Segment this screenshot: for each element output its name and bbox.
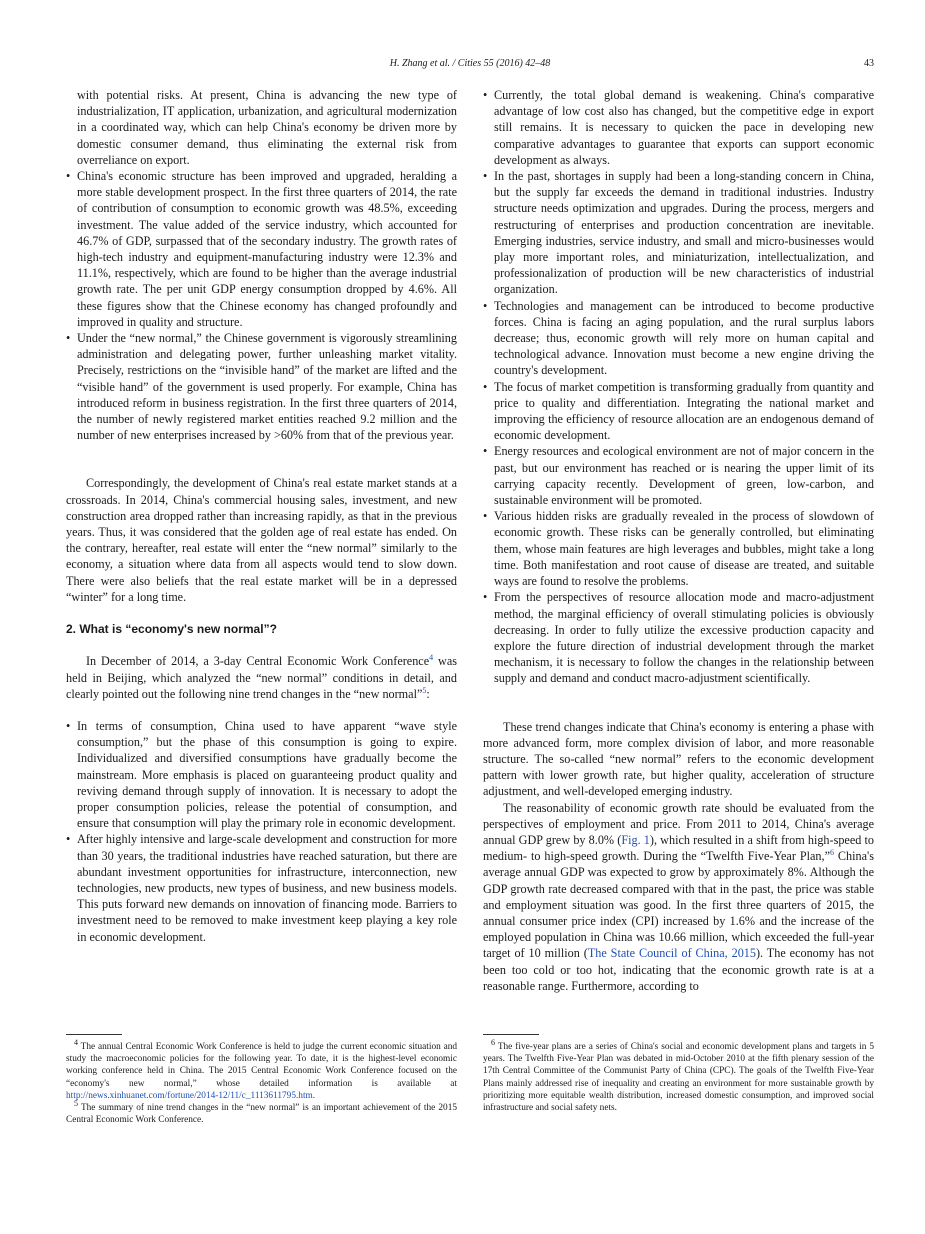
list-item: • Various hidden risks are gradually revealed in the process of slowdown of economic growth. These risks can be generally controlled, but eliminating them, whose main features are high leverages and bubbles, might take a long time. Both manifestation and root cause of disease are treated, and suitable ways are found to resolve the problems. <box>483 508 874 589</box>
list-item: • Under the “new normal,” the Chinese government is vigorously streamlining administration and delegating power, further unleashing market vitality. Precisely, restrictions on the “invisible hand” of the market are lifted and the “visible hand” of the government is used properly. For example, China has introduced reform in business registration. In the first three quarters of 2014, the number of newly registered market entities reached 9.2 million and the number of new enterprises increased by >60% from that of the previous year. <box>66 330 457 443</box>
footnote-ref-5[interactable]: 5 <box>422 685 427 695</box>
footnote-ref-6[interactable]: 6 <box>829 848 834 858</box>
footnotes-left <box>66 1034 457 1126</box>
bullet-list-bottom <box>66 718 457 945</box>
paragraph-real-estate: Correspondingly, the development of China's real estate market stands at a crossroads. In 2014, China's commercial housing sales, investment, and new construction area dropped rather than increasing rapidly, as that in the previous years. Thus, it was considered that the golden age of real estate has ended. On the contrary, hereafter, real estate will enter the “new normal” similarly to the economy, a situation where data from all aspects would tend to slow down. There were also beliefs that the real estate market will be in a depressed “winter” for a long time. <box>66 476 457 604</box>
paragraph-conference: In December of 2014, a 3-day Central Economic Work Conference$^4$ was held in Beijing, which analyzed the “new normal” conditions in detail, and clearly pointed out the following nine trend changes in the “new normal”$^5$: <box>66 653 457 701</box>
footnotes-right <box>483 1034 874 1114</box>
list-item: with potential risks. At present, China is advancing the new type of industrialization, IT application, urbanization, and agricultural modernization in a coordinated way, which can help China's economy be driven more by domestic consumer demand, thus eliminating the external risk from overreliance on export. <box>77 88 457 167</box>
section-heading: 2. What is “economy's new normal”? <box>66 622 277 637</box>
list-item: • Energy resources and ecological environment are not of major concern in the past, but our environment has reached or is nearing the upper limit of its carrying capacity recently. Development of green, low-carbon, and sustainable environment will be promoted. <box>483 443 874 508</box>
list-item: • From the perspectives of resource allocation mode and macro-adjustment method, the marginal efficiency of overall stimulating policies is obviously decreasing. In order to fully utilize the excessive production capacity and explore the future direction of industrial development through the market mechanism, it is necessary to follow the changes in the relationship between supply and demand and conduct macro-adjustment scientifically. <box>483 589 874 686</box>
running-header <box>66 58 874 72</box>
list-item: • Technologies and management can be introduced to become productive forces. China is facing an aging population, and the rural surplus labors decrease; thus, economic growth will rely more on human capital and technological advance. Innovation must become a new engine driving the country's development. <box>483 298 874 379</box>
paragraph-growth: The reasonability of economic growth rate should be evaluated from the perspectives of employment and price. From 2011 to 2014, China's average annual GDP grew by 8.0% (Fig. 1), which resulted in a shift from high-speed to medium- to high-speed growth. During the “Twelfth Five-Year Plan,”$^6$ China's average annual GDP was expected to grow by approximately 8%. Although the GDP growth rate decreased compared with that in the past, the price was stable and employment situation was good. In the first three quarters of 2015, the annual consumer price index (CPI) increased by 1.6% and the increase of the employed population in China was 10.66 million, which exceeded the full-year target of 10 million (The State Council of China, 2015). The economy has not been too cold or too hot, indicating that the economic growth rate is at a reasonable range. Furthermore, according to <box>483 800 874 993</box>
page-number: 43 <box>864 58 874 69</box>
list-item: • In terms of consumption, China used to have apparent “wave style consumption,” but the phase of this consumption is going to expire. Individualized and diversified consumptions have gradually become the mainstream. More emphasis is placed on guaranteeing product quality and reviving demand through supply of innovation. It is necessary to adopt the proper consumption policies, release the potential of consumption, and ensure that consumption will play the primary role in economic development. <box>66 718 457 831</box>
footnote-divider <box>483 1034 539 1035</box>
left-column <box>66 87 457 945</box>
list-item: • In the past, shortages in supply had been a long-standing concern in China, but the supply far exceeds the demand in traditional industries. Industry structure needs optimization and upgrades. During the process, mergers and restructuring of enterprises and production concentration are inevitable. Emerging industries, service industry, and small and micro-businesses would play more important roles, and miniaturization, intellectualization, and professionalization of production will be new characteristics of industrial organization. <box>483 168 874 298</box>
journal-citation: H. Zhang et al. / Cities 55 (2016) 42–48 <box>389 58 551 69</box>
list-item: • The focus of market competition is transforming gradually from quantity and price to quality and differentiation. Integrating the national market and improving the efficiency of resource allocation are an endogenous demand of economic development. <box>483 379 874 444</box>
footnote-4: $^4$ The annual Central Economic Work Conference is held to judge the current economic situation and study the macroeconomic policies for the following year. To date, it is the highest-level economic working conference held in China. The 2015 Central Economic Work Conference focused on the “economy's new normal,” whose detailed information is available at http://news.xinhuanet.com/fortune/2014-12/11/c_1113611795.htm. <box>66 1037 457 1101</box>
footnote-ref-4[interactable]: 4 <box>429 653 434 663</box>
footnote-5: $^5$ The summary of nine trend changes in the “new normal” is an important achievement of the 2015 Central Economic Work Conference. <box>66 1098 457 1126</box>
paragraph-trend: These trend changes indicate that China's economy is entering a phase with more advanced form, more complex division of labor, and more reasonable structure. The so-called “new normal” refers to the economic development pattern with lower growth rate, but higher quality, acceleration of structure adjustment, and well-developed emerging industry. <box>483 719 874 799</box>
list-item: • China's economic structure has been improved and upgraded, heralding a more stable development prospect. In the first three quarters of 2014, the rate of contribution of consumption to economic growth was 48.5%, exceeding investment. The value added of the service industry, which accounted for 46.7% of GDP, surpassed that of the secondary industry. The growth rates of high-tech industry and equipment-manufacturing industry were 12.3% and 11.1%, respectively, which are found to be higher than the average industrial growth rate. The per unit GDP energy consumption dropped by 4.6%. All these figures show that the Chinese economy has changed profoundly and improved in quality and structure. <box>66 168 457 330</box>
footnote-6: $^6$ The five-year plans are a series of China's social and economic development plans and targets in 5 years. The Twelfth Five-Year Plan was debated in mid-October 2010 at the fifth plenary session of the 17th Central Committee of the Communist Party of China (CPC). The goals of the Twelfth Five-Year Plans mainly addressed rise of inequality and creating an environment for more sustainable growth by prioritizing more equitable wealth distribution, increased domestic consumption, and improved social infrastructure and social safety nets. <box>483 1037 874 1114</box>
figure-link[interactable]: Fig. 1 <box>621 832 650 847</box>
list-item: • Currently, the total global demand is weakening. China's comparative advantage of low cost also has changed, but the competitive edge in export still remains. It is necessary to quicken the pace in developing new comparative advantages to guarantee that exports can support economic development as always. <box>483 87 874 168</box>
bullet-list-top <box>66 87 457 443</box>
footnote-divider <box>66 1034 122 1035</box>
list-item: • After highly intensive and large-scale development and construction for more than 30 years, the traditional industries have reached saturation, but there are abundant investment opportunities for infrastructure, interconnection, new technologies, new products, new types of business, and new business models. This puts forward new demands on innovation of financing mode. Barriers to investment need to be removed to make investment keep playing a key role in economic development. <box>66 831 457 944</box>
right-column <box>483 87 874 994</box>
reference-link[interactable]: The State Council of China, 2015 <box>587 946 756 961</box>
xinhuanet-link[interactable]: http://news.xinhuanet.com/fortune/2014-12/11/c_1113611795.htm. <box>66 1090 316 1101</box>
bullet-list-right <box>483 87 874 687</box>
